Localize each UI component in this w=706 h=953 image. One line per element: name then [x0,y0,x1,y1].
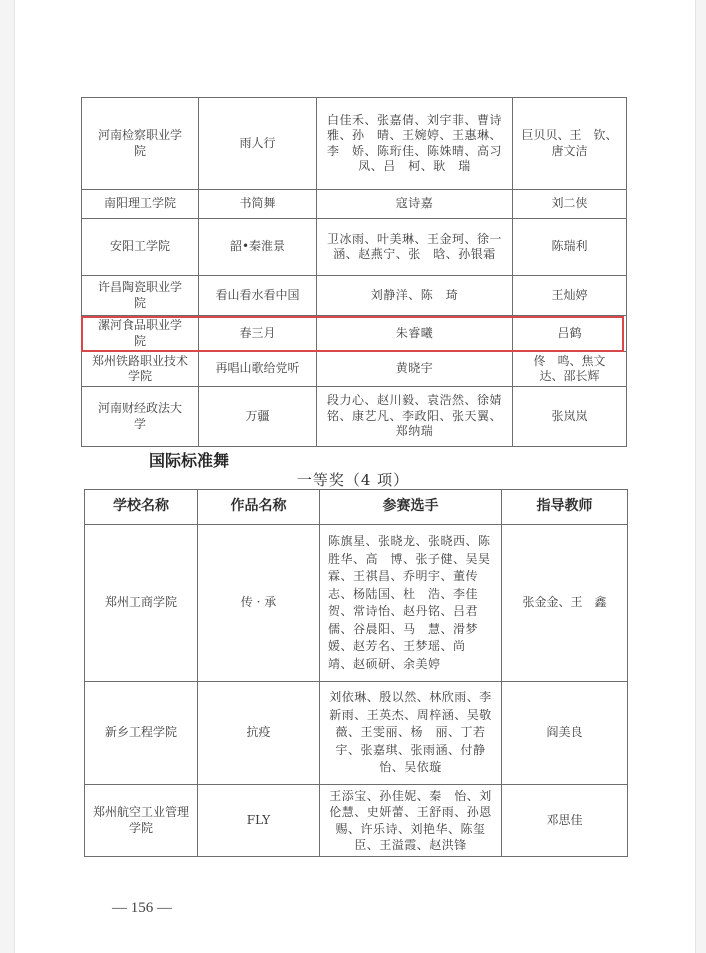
table-row [82,219,627,276]
work-cell: 春三月 [199,316,317,352]
members-cell: 段力心、赵川毅、袁浩然、徐婧铭、康艺凡、李政阳、张天翼、郑纳瑞 [317,387,513,447]
section-title: 国际标准舞 [149,451,230,470]
members-cell: 朱睿曦 [317,316,513,352]
teacher-cell: 佟 鸣、焦文达、邵长辉 [513,352,627,387]
work-cell: 抗疫 [198,682,320,785]
table-row [85,682,628,785]
members-cell: 王添宝、孙佳妮、秦 怡、刘伦慧、史妍蕾、王舒雨、孙恩赐、许乐诗、刘艳华、陈玺臣、王溢霞、赵洪锋 [320,785,502,857]
award-level-heading: 一等奖（4 项） [296,471,410,489]
school-cell: 许昌陶瓷职业学院 [82,276,199,316]
members-cell: 刘静洋、陈 琦 [317,276,513,316]
teacher-cell: 陈瑞利 [513,219,627,276]
members-cell: 黄晓宇 [317,352,513,387]
teacher-cell: 吕鹤 [513,316,627,352]
table-row [82,276,627,316]
teacher-cell: 张岚岚 [513,387,627,447]
teacher-cell: 王灿婷 [513,276,627,316]
table-row [82,190,627,219]
table-row [82,352,627,387]
work-cell: 万疆 [199,387,317,447]
school-cell: 郑州工商学院 [85,525,198,682]
table-row [85,785,628,857]
work-cell: 韶•秦淮景 [199,219,317,276]
work-cell: 书简舞 [199,190,317,219]
members-cell: 寇诗嘉 [317,190,513,219]
header-teacher: 指导教师 [502,490,628,525]
awards-table-continued [81,97,627,447]
teacher-cell: 巨贝贝、王 钦、唐文洁 [513,98,627,190]
school-cell: 河南检察职业学院 [82,98,199,190]
work-cell: 再唱山歌给党听 [199,352,317,387]
header-work: 作品名称 [198,490,320,525]
teacher-cell: 邓思佳 [502,785,628,857]
table-row-highlighted [82,316,627,352]
work-cell: FLY [198,785,320,857]
members-cell: 卫冰雨、叶美琳、王金珂、徐一涵、赵燕宁、张 晗、孙银霜 [317,219,513,276]
members-cell: 刘依琳、殷以然、林欣雨、李新雨、王英杰、周梓涵、吴敬薇、王雯丽、杨 丽、丁若宇、张嘉琪、张雨涵、付静怡、吴依璇 [320,682,502,785]
school-cell: 漯河食品职业学院 [82,316,199,352]
header-members: 参赛选手 [320,490,502,525]
members-cell: 陈旗星、张晓龙、张晓西、陈胜华、高 博、张子健、吴昊霖、王祺昌、乔明宇、董传志、杨陆国、杜 浩、李佳贺、常诗怡、赵丹铭、吕君儒、谷晨阳、马 慧、滑梦媛、赵芳名、王梦瑶、尚 靖、赵硕研、余美婷 [320,525,502,682]
work-cell: 看山看水看中国 [199,276,317,316]
work-cell: 传 · 承 [198,525,320,682]
school-cell: 新乡工程学院 [85,682,198,785]
teacher-cell: 张金金、王 鑫 [502,525,628,682]
header-school: 学校名称 [85,490,198,525]
teacher-cell: 阎美良 [502,682,628,785]
table-row [82,98,627,190]
work-cell: 雨人行 [199,98,317,190]
ballroom-dance-awards-table [84,489,628,857]
table-row [85,525,628,682]
school-cell: 南阳理工学院 [82,190,199,219]
members-cell: 白佳禾、张嘉倩、刘宇菲、曹诗雅、孙 晴、王婉婷、王惠琳、李 娇、陈珩佳、陈姝晴、高习凤、吕 柯、耿 瑞 [317,98,513,190]
table-row [82,387,627,447]
school-cell: 安阳工学院 [82,219,199,276]
school-cell: 郑州航空工业管理学院 [85,785,198,857]
teacher-cell: 刘二侠 [513,190,627,219]
table-header-row [85,490,628,525]
school-cell: 郑州铁路职业技术学院 [82,352,199,387]
school-cell: 河南财经政法大学 [82,387,199,447]
page-number: — 156 — [112,900,172,916]
